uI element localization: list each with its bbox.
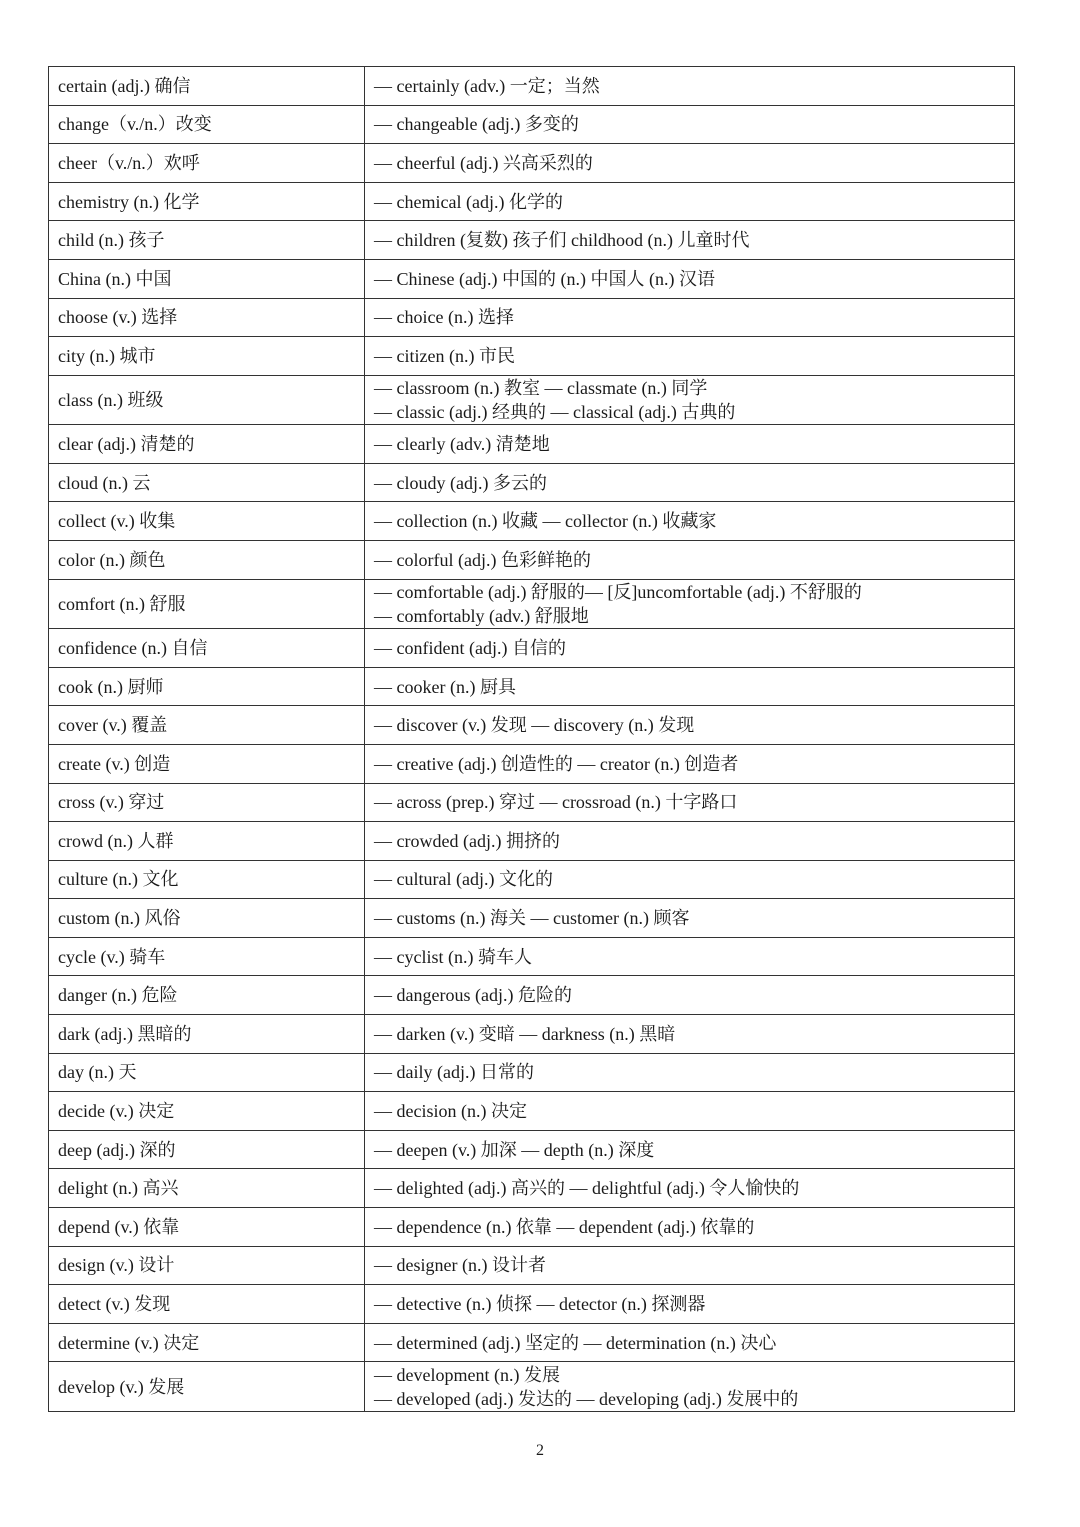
table-row bbox=[49, 706, 1015, 745]
headword-cell: day (n.) 天 bbox=[49, 1053, 365, 1092]
table-row bbox=[49, 541, 1015, 580]
derived-forms-cell bbox=[365, 744, 1015, 783]
derived-form-line: — detective (n.) 侦探 — detector (n.) 探测器 bbox=[374, 1294, 706, 1315]
derived-forms-cell bbox=[365, 502, 1015, 541]
derived-form-line: — clearly (adv.) 清楚地 bbox=[374, 434, 550, 455]
derived-form-line: — customs (n.) 海关 — customer (n.) 顾客 bbox=[374, 908, 690, 929]
derived-forms-cell bbox=[365, 579, 1015, 629]
derived-forms-cell bbox=[365, 1053, 1015, 1092]
headword-cell: clear (adj.) 清楚的 bbox=[49, 425, 365, 464]
table-row bbox=[49, 629, 1015, 668]
headword-cell: culture (n.) 文化 bbox=[49, 860, 365, 899]
table-row bbox=[49, 899, 1015, 938]
derived-form-line: — cultural (adj.) 文化的 bbox=[374, 869, 553, 890]
headword-cell: class (n.) 班级 bbox=[49, 375, 365, 425]
derived-forms-cell bbox=[365, 822, 1015, 861]
page-number: 2 bbox=[536, 1442, 544, 1459]
table-row bbox=[49, 1285, 1015, 1324]
headword-cell: dark (adj.) 黑暗的 bbox=[49, 1015, 365, 1054]
derived-form-line: — designer (n.) 设计者 bbox=[374, 1255, 546, 1276]
derived-form-line: — cheerful (adj.) 兴高采烈的 bbox=[374, 152, 593, 173]
derived-forms-cell bbox=[365, 67, 1015, 106]
table-row bbox=[49, 783, 1015, 822]
derived-form-line: — comfortable (adj.) 舒服的— [反]uncomfortable (adj.) 不舒服的 bbox=[374, 581, 862, 602]
derived-form-line: — colorful (adj.) 色彩鲜艳的 bbox=[374, 549, 591, 570]
table-row bbox=[49, 1092, 1015, 1131]
derived-form-line: — citizen (n.) 市民 bbox=[374, 345, 515, 366]
derived-form-line: — dependence (n.) 依靠 — dependent (adj.) 依靠的 bbox=[374, 1216, 755, 1237]
derived-form-line: — crowded (adj.) 拥挤的 bbox=[374, 830, 560, 851]
table-row bbox=[49, 375, 1015, 425]
table-row bbox=[49, 105, 1015, 144]
headword-cell: choose (v.) 选择 bbox=[49, 298, 365, 337]
vocabulary-table bbox=[48, 66, 1015, 1412]
headword-cell: develop (v.) 发展 bbox=[49, 1362, 365, 1412]
table-row bbox=[49, 298, 1015, 337]
derived-form-line: — determined (adj.) 坚定的 — determination (n.) 决心 bbox=[374, 1332, 777, 1353]
derived-forms-cell bbox=[365, 144, 1015, 183]
headword-cell: cross (v.) 穿过 bbox=[49, 783, 365, 822]
headword-cell: design (v.) 设计 bbox=[49, 1246, 365, 1285]
derived-form-line: — changeable (adj.) 多变的 bbox=[374, 114, 579, 135]
derived-forms-cell bbox=[365, 783, 1015, 822]
table-row bbox=[49, 425, 1015, 464]
derived-form-line: — delighted (adj.) 高兴的 — delightful (adj.) 令人愉快的 bbox=[374, 1178, 800, 1199]
table-row bbox=[49, 144, 1015, 183]
headword-cell: depend (v.) 依靠 bbox=[49, 1208, 365, 1247]
derived-form-line: — daily (adj.) 日常的 bbox=[374, 1062, 534, 1083]
headword-cell: cycle (v.) 骑车 bbox=[49, 937, 365, 976]
derived-form-line: — children (复数) 孩子们 childhood (n.) 儿童时代 bbox=[374, 230, 750, 251]
derived-forms-cell bbox=[365, 182, 1015, 221]
derived-forms-cell bbox=[365, 105, 1015, 144]
table-row bbox=[49, 1362, 1015, 1412]
derived-forms-cell bbox=[365, 298, 1015, 337]
derived-forms-cell bbox=[365, 1208, 1015, 1247]
table-row bbox=[49, 937, 1015, 976]
derived-forms-cell bbox=[365, 1130, 1015, 1169]
headword-cell: confidence (n.) 自信 bbox=[49, 629, 365, 668]
table-row bbox=[49, 860, 1015, 899]
headword-cell: create (v.) 创造 bbox=[49, 744, 365, 783]
headword-cell: chemistry (n.) 化学 bbox=[49, 182, 365, 221]
derived-form-line: — collection (n.) 收藏 — collector (n.) 收藏家 bbox=[374, 511, 717, 532]
derived-form-line: — across (prep.) 穿过 — crossroad (n.) 十字路口 bbox=[374, 792, 738, 813]
derived-forms-cell bbox=[365, 375, 1015, 425]
headword-cell: comfort (n.) 舒服 bbox=[49, 579, 365, 629]
derived-form-line: — Chinese (adj.) 中国的 (n.) 中国人 (n.) 汉语 bbox=[374, 268, 715, 289]
table-row bbox=[49, 182, 1015, 221]
derived-form-line: — discover (v.) 发现 — discovery (n.) 发现 bbox=[374, 715, 695, 736]
headword-cell: deep (adj.) 深的 bbox=[49, 1130, 365, 1169]
derived-form-line: — classic (adj.) 经典的 — classical (adj.) 古典的 bbox=[374, 402, 736, 422]
headword-cell: certain (adj.) 确信 bbox=[49, 67, 365, 106]
derived-forms-cell bbox=[365, 463, 1015, 502]
table-row bbox=[49, 744, 1015, 783]
headword-cell: cover (v.) 覆盖 bbox=[49, 706, 365, 745]
derived-form-line: — confident (adj.) 自信的 bbox=[374, 637, 566, 658]
headword-cell: China (n.) 中国 bbox=[49, 259, 365, 298]
headword-cell: delight (n.) 高兴 bbox=[49, 1169, 365, 1208]
table-row bbox=[49, 1323, 1015, 1362]
derived-forms-cell bbox=[365, 899, 1015, 938]
derived-form-line: — comfortably (adv.) 舒服地 bbox=[374, 605, 589, 626]
table-row bbox=[49, 67, 1015, 106]
table-row bbox=[49, 1208, 1015, 1247]
table-row bbox=[49, 667, 1015, 706]
derived-form-line: — cooker (n.) 厨具 bbox=[374, 676, 516, 697]
derived-forms-cell bbox=[365, 706, 1015, 745]
derived-form-line: — chemical (adj.) 化学的 bbox=[374, 191, 563, 212]
headword-cell: cook (n.) 厨师 bbox=[49, 667, 365, 706]
derived-forms-cell bbox=[365, 425, 1015, 464]
derived-forms-cell bbox=[365, 629, 1015, 668]
table-row bbox=[49, 1169, 1015, 1208]
headword-cell: cheer（v./n.）欢呼 bbox=[49, 144, 365, 183]
table-row bbox=[49, 502, 1015, 541]
headword-cell: color (n.) 颜色 bbox=[49, 541, 365, 580]
derived-forms-cell bbox=[365, 1169, 1015, 1208]
derived-form-line: — choice (n.) 选择 bbox=[374, 307, 514, 328]
derived-forms-cell bbox=[365, 1285, 1015, 1324]
table-row bbox=[49, 463, 1015, 502]
derived-forms-cell bbox=[365, 1015, 1015, 1054]
table-row bbox=[49, 1053, 1015, 1092]
derived-forms-cell bbox=[365, 667, 1015, 706]
derived-form-line: — cyclist (n.) 骑车人 bbox=[374, 946, 532, 967]
headword-cell: cloud (n.) 云 bbox=[49, 463, 365, 502]
table-row bbox=[49, 259, 1015, 298]
headword-cell: detect (v.) 发现 bbox=[49, 1285, 365, 1324]
headword-cell: child (n.) 孩子 bbox=[49, 221, 365, 260]
headword-cell: decide (v.) 决定 bbox=[49, 1092, 365, 1131]
headword-cell: city (n.) 城市 bbox=[49, 337, 365, 376]
derived-forms-cell bbox=[365, 937, 1015, 976]
headword-cell: change（v./n.）改变 bbox=[49, 105, 365, 144]
table-row bbox=[49, 822, 1015, 861]
derived-forms-cell bbox=[365, 860, 1015, 899]
headword-cell: collect (v.) 收集 bbox=[49, 502, 365, 541]
derived-forms-cell bbox=[365, 337, 1015, 376]
headword-cell: determine (v.) 决定 bbox=[49, 1323, 365, 1362]
table-row bbox=[49, 221, 1015, 260]
derived-form-line: — development (n.) 发展 bbox=[374, 1364, 560, 1385]
derived-form-line: — creative (adj.) 创造性的 — creator (n.) 创造者 bbox=[374, 753, 739, 774]
vocabulary-table-body bbox=[49, 67, 1015, 1412]
table-row bbox=[49, 1246, 1015, 1285]
derived-forms-cell bbox=[365, 1092, 1015, 1131]
table-row bbox=[49, 1130, 1015, 1169]
derived-form-line: — dangerous (adj.) 危险的 bbox=[374, 985, 572, 1006]
derived-forms-cell bbox=[365, 1246, 1015, 1285]
derived-form-line: — developed (adj.) 发达的 — developing (adj.) 发展中的 bbox=[374, 1388, 799, 1409]
derived-forms-cell bbox=[365, 1323, 1015, 1362]
headword-cell: crowd (n.) 人群 bbox=[49, 822, 365, 861]
derived-forms-cell bbox=[365, 541, 1015, 580]
derived-forms-cell bbox=[365, 1362, 1015, 1412]
derived-form-line: — deepen (v.) 加深 — depth (n.) 深度 bbox=[374, 1139, 655, 1160]
derived-form-line: — cloudy (adj.) 多云的 bbox=[374, 472, 547, 493]
table-row bbox=[49, 976, 1015, 1015]
derived-form-line: — classroom (n.) 教室 — classmate (n.) 同学 bbox=[374, 378, 708, 398]
derived-forms-cell bbox=[365, 221, 1015, 260]
derived-form-line: — decision (n.) 决定 bbox=[374, 1101, 527, 1122]
derived-forms-cell bbox=[365, 259, 1015, 298]
headword-cell: custom (n.) 风俗 bbox=[49, 899, 365, 938]
derived-form-line: — certainly (adv.) 一定；当然 bbox=[374, 75, 600, 96]
derived-forms-cell bbox=[365, 976, 1015, 1015]
headword-cell: danger (n.) 危险 bbox=[49, 976, 365, 1015]
table-row bbox=[49, 337, 1015, 376]
table-row bbox=[49, 1015, 1015, 1054]
table-row bbox=[49, 579, 1015, 629]
derived-form-line: — darken (v.) 变暗 — darkness (n.) 黑暗 bbox=[374, 1023, 676, 1044]
